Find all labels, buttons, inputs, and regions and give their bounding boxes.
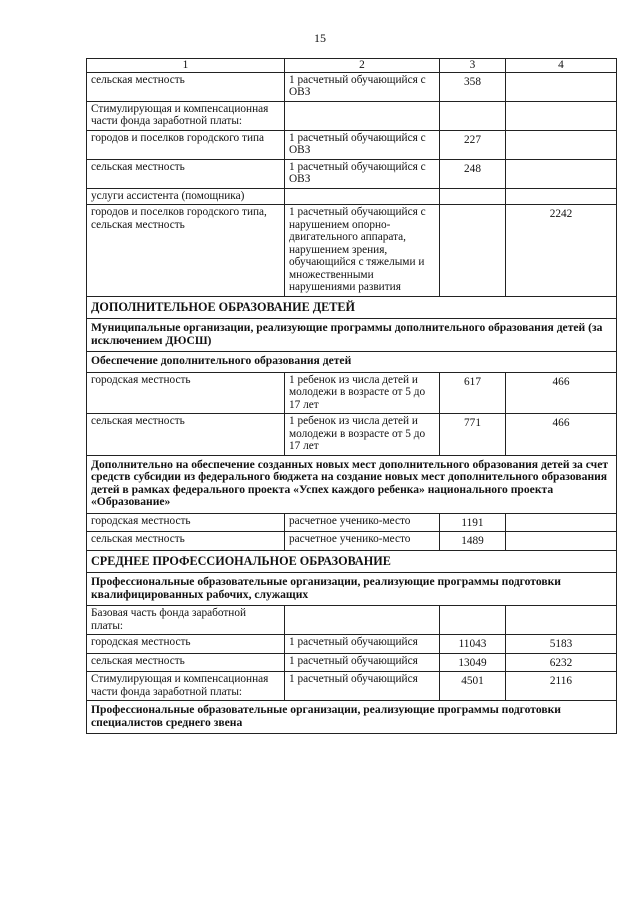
table-row: [87, 372, 617, 414]
table-cell-col-3: [440, 606, 506, 635]
subsection-heading-row: [87, 573, 617, 606]
header-col-1: 1: [87, 59, 285, 73]
table-row: [87, 672, 617, 701]
table-cell-col-1: сельская местность: [87, 72, 285, 101]
header-col-3: 3: [440, 59, 506, 73]
table-cell-col-3: 11043: [440, 635, 506, 654]
table-cell-col-4: 466: [506, 372, 617, 414]
norms-table: [86, 58, 617, 734]
table-cell-col-1: городов и поселков городского типа: [87, 130, 285, 159]
table-cell-col-4: 466: [506, 414, 617, 456]
table-row: [87, 130, 617, 159]
table-row: [87, 606, 617, 635]
table-cell-col-1: сельская местность: [87, 414, 285, 456]
table-cell-col-1: Базовая часть фонда заработной платы:: [87, 606, 285, 635]
table-cell-col-1: сельская местность: [87, 653, 285, 672]
table-row: [87, 72, 617, 101]
table-cell-col-4: [506, 606, 617, 635]
subsection-heading: Муниципальные организации, реализующие программы дополнительного образования детей (за исключением ДЮСШ): [87, 319, 617, 352]
table-cell-col-4: [506, 513, 617, 532]
table-cell-col-1: Стимулирующая и компенсационная части фонда заработной платы:: [87, 101, 285, 130]
table-cell-col-4: 5183: [506, 635, 617, 654]
table-cell-col-4: [506, 101, 617, 130]
table-cell-col-2: 1 расчетный обучающийся с ОВЗ: [285, 130, 440, 159]
table-cell-col-4: [506, 130, 617, 159]
subsection-heading-row: [87, 352, 617, 373]
table-row: [87, 159, 617, 188]
table-cell-col-2: 1 расчетный обучающийся: [285, 635, 440, 654]
header-col-2: 2: [285, 59, 440, 73]
table-cell-col-1: городская местность: [87, 372, 285, 414]
table-cell-col-3: 771: [440, 414, 506, 456]
table-cell-col-3: 358: [440, 72, 506, 101]
page-number: 15: [314, 31, 326, 45]
table-cell-col-4: 6232: [506, 653, 617, 672]
subsection-heading-row: [87, 701, 617, 734]
header-col-4: 4: [506, 59, 617, 73]
table-header-row: [87, 59, 617, 73]
table-body: [87, 59, 617, 734]
table-cell-col-4: [506, 188, 617, 205]
table-cell-col-2: [285, 606, 440, 635]
table-cell-col-1: городская местность: [87, 513, 285, 532]
section-heading: СРЕДНЕЕ ПРОФЕССИОНАЛЬНОЕ ОБРАЗОВАНИЕ: [87, 550, 617, 573]
section-heading: ДОПОЛНИТЕЛЬНОЕ ОБРАЗОВАНИЕ ДЕТЕЙ: [87, 296, 617, 319]
table-cell-col-3: 227: [440, 130, 506, 159]
table-row: [87, 188, 617, 205]
subsection-heading: Профессиональные образовательные организации, реализующие программы подготовки специалистов среднего звена: [87, 701, 617, 734]
table-cell-col-1: городская местность: [87, 635, 285, 654]
table-cell-col-2: расчетное ученико-место: [285, 513, 440, 532]
table-cell-col-2: [285, 188, 440, 205]
table-row: [87, 101, 617, 130]
table-row: [87, 532, 617, 551]
subsection-heading: Дополнительно на обеспечение созданных новых мест дополнительного образования детей за счет средств субсидии из федерального бюджета на создание новых мест дополнительного образования детей в рамках федерального проекта «Успех каждого ребенка» национального проекта «Образование»: [87, 455, 617, 513]
section-heading-row: [87, 296, 617, 319]
table-cell-col-3: 13049: [440, 653, 506, 672]
table-cell-col-1: Стимулирующая и компенсационная части фонда заработной платы:: [87, 672, 285, 701]
table-cell-col-3: 1191: [440, 513, 506, 532]
section-heading-row: [87, 550, 617, 573]
table-cell-col-1: сельская местность: [87, 159, 285, 188]
subsection-heading: Профессиональные образовательные организации, реализующие программы подготовки квалифицированных рабочих, служащих: [87, 573, 617, 606]
table-row: [87, 653, 617, 672]
table-cell-col-2: расчетное ученико-место: [285, 532, 440, 551]
table-cell-col-4: [506, 532, 617, 551]
table-cell-col-4: 2242: [506, 205, 617, 297]
table-cell-col-3: 617: [440, 372, 506, 414]
table-cell-col-2: [285, 101, 440, 130]
table-cell-col-3: [440, 101, 506, 130]
table-cell-col-4: 2116: [506, 672, 617, 701]
table-cell-col-2: 1 расчетный обучающийся с ОВЗ: [285, 72, 440, 101]
table-cell-col-2: 1 расчетный обучающийся с ОВЗ: [285, 159, 440, 188]
table-cell-col-4: [506, 159, 617, 188]
table-cell-col-2: 1 расчетный обучающийся: [285, 653, 440, 672]
table-cell-col-3: 248: [440, 159, 506, 188]
table-cell-col-3: 1489: [440, 532, 506, 551]
table-row: [87, 205, 617, 297]
table-cell-col-1: сельская местность: [87, 532, 285, 551]
subsection-heading-row: [87, 455, 617, 513]
table-row: [87, 414, 617, 456]
table-cell-col-2: 1 ребенок из числа детей и молодежи в возрасте от 5 до 17 лет: [285, 372, 440, 414]
table-row: [87, 513, 617, 532]
table-cell-col-1: городов и поселков городского типа, сельская местность: [87, 205, 285, 297]
subsection-heading-row: [87, 319, 617, 352]
table-cell-col-4: [506, 72, 617, 101]
table-cell-col-2: 1 расчетный обучающийся с нарушением опорно-двигательного аппарата, нарушением зрения, обучающийся с тяжелыми и множественными нарушениями развития: [285, 205, 440, 297]
table-row: [87, 635, 617, 654]
table-cell-col-2: 1 ребенок из числа детей и молодежи в возрасте от 5 до 17 лет: [285, 414, 440, 456]
table-cell-col-1: услуги ассистента (помощника): [87, 188, 285, 205]
table-cell-col-2: 1 расчетный обучающийся: [285, 672, 440, 701]
table-cell-col-3: [440, 205, 506, 297]
table-cell-col-3: [440, 188, 506, 205]
table-cell-col-3: 4501: [440, 672, 506, 701]
subsection-heading: Обеспечение дополнительного образования детей: [87, 352, 617, 373]
